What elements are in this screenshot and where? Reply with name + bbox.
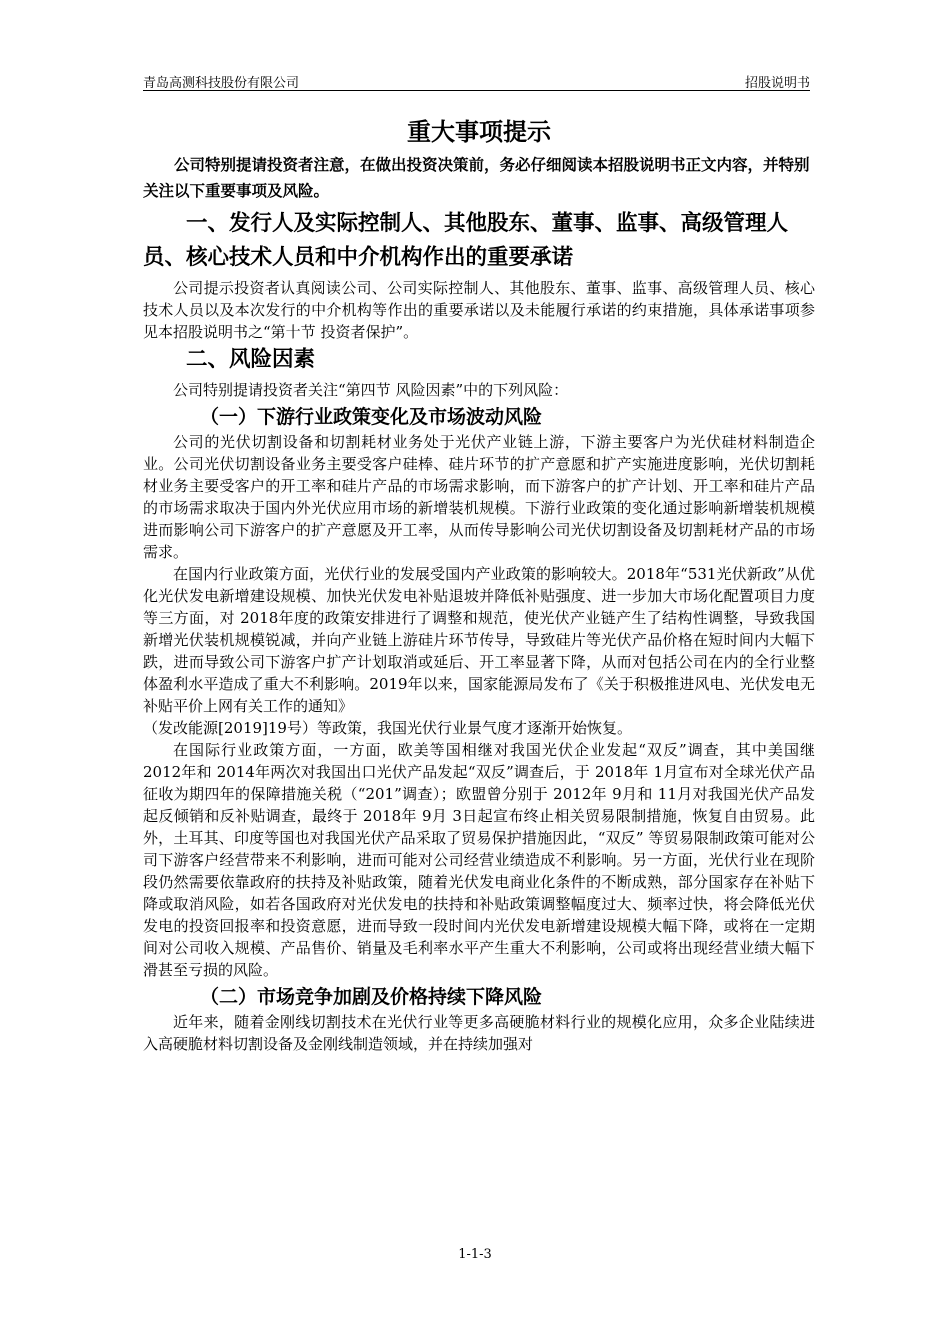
investor-notice: 公司特别提请投资者注意，在做出投资决策前，务必仔细阅读本招股说明书正文内容，并特别关注以下重要事项及风险。 [143, 156, 810, 200]
risk1-paragraph-3: 在国际行业政策方面，一方面，欧美等国相继对我国光伏企业发起“双反”调查，其中美国继 2012年和 2014年两次对我国出口光伏产品发起“双反”调查后，于 2018年 1月宣布对全球光伏产品征收为期四年的保障措施关税（“201”调查）；欧盟曾分别于 2012年 9月和 11月对我国光伏产品发起反倾销和反补贴调查，最终于 2018年 9月 3日起宣布终止相关贸易限制措施，恢复自由贸易。此外，土耳其、印度等国也对我国光伏产品采取了贸易保护措施因此，“双反” 等贸易限制政策可能对公司下游客户经营带来不利影响，进而可能对公司经营业绩造成不利影响。另一方面，光伏行业在现阶段仍然需要依靠政府的扶持及补贴政策，随着光伏发电商业化条件的不断成熟，部分国家存在补贴下降或取消风险，如若各国政府对光伏发电的扶持和补贴政策调整幅度过大、频率过快，将会降低光伏发电的投资回报率和投资意愿，进而导致一段时间内光伏发电新增建设规模大幅下降，或将在一定期间对公司收入规模、产品售价、销量及毛利率水平产生重大不利影响，公司或将出现经营业绩大幅下滑甚至亏损的风险。 [143, 741, 815, 979]
risk1-paragraph-1: 公司的光伏切割设备和切割耗材业务处于光伏产业链上游，下游主要客户为光伏硅材料制造企业。公司光伏切割设备业务主要受客户硅棒、硅片环节的扩产意愿和扩产实施进度影响，光伏切割耗材业务主要受客户的开工率和硅片产品的市场需求影响，而下游客户的扩产计划、开工率和硅片产品的市场需求取决于国内外光伏应用市场的新增装机规模。下游行业政策的变化通过影响新增装机规模进而影响公司下游客户的扩产意愿及开工率，从而传导影响公司光伏切割设备及切割耗材产品的市场需求。 [143, 433, 815, 561]
page-title: 重大事项提示 [407, 118, 551, 146]
section2-heading: 二、风险因素 [186, 347, 316, 372]
section1-paragraph: 公司提示投资者认真阅读公司、公司实际控制人、其他股东、董事、监事、高级管理人员、核心技术人员以及本次发行的中介机构等作出的重要承诺以及未能履行承诺的约束措施，具体承诺事项参见本招股说明书之“第十节 投资者保护”。 [143, 279, 815, 341]
header-doc-type: 招股说明书 [744, 76, 810, 91]
section1-heading: 一、发行人及实际控制人、其他股东、董事、监事、高级管理人员、核心技术人员和中介机构作出的重要承诺 [143, 211, 789, 270]
risk1-heading: （一）下游行业政策变化及市场波动风险 [200, 406, 543, 428]
risk1-paragraph-2-continued: （发改能源[2019]19号）等政策，我国光伏行业景气度才逐渐开始恢复。 [143, 719, 632, 737]
risk2-paragraph-1: 近年来，随着金刚线切割技术在光伏行业等更多高硬脆材料行业的规模化应用，众多企业陆续进入高硬脆材料切割设备及金刚线制造领域，并在持续加强对 [143, 1013, 815, 1053]
page-number: 1-1-3 [458, 1247, 492, 1262]
page-header [143, 72, 810, 91]
page-content [143, 112, 815, 1055]
risk1-paragraph-2: 在国内行业政策方面，光伏行业的发展受国内产业政策的影响较大。2018年“531光伏新政”从优化光伏发电新增建设规模、加快光伏发电补贴退坡并降低补贴强度、进一步加大市场化配置项目力度等三方面，对 2018年度的政策安排进行了调整和规范，使光伏产业链产生了结构性调整，导致我国新增光伏装机规模锐减，并向产业链上游硅片环节传导，导致硅片等光伏产品价格在短时间内大幅下跌，进而导致公司下游客户扩产计划取消或延后、开工率显著下降，从而对包括公司在内的全行业整体盈利水平造成了重大不利影响。2019年以来，国家能源局发布了《关于积极推进风电、光伏发电无补贴平价上网有关工作的通知》 [143, 565, 815, 715]
risk2-heading: （二）市场竞争加剧及价格持续下降风险 [200, 986, 543, 1008]
header-company: 青岛高测科技股份有限公司 [143, 76, 300, 91]
section2-intro: 公司特别提请投资者关注“第四节 风险因素”中的下列风险： [173, 381, 569, 399]
